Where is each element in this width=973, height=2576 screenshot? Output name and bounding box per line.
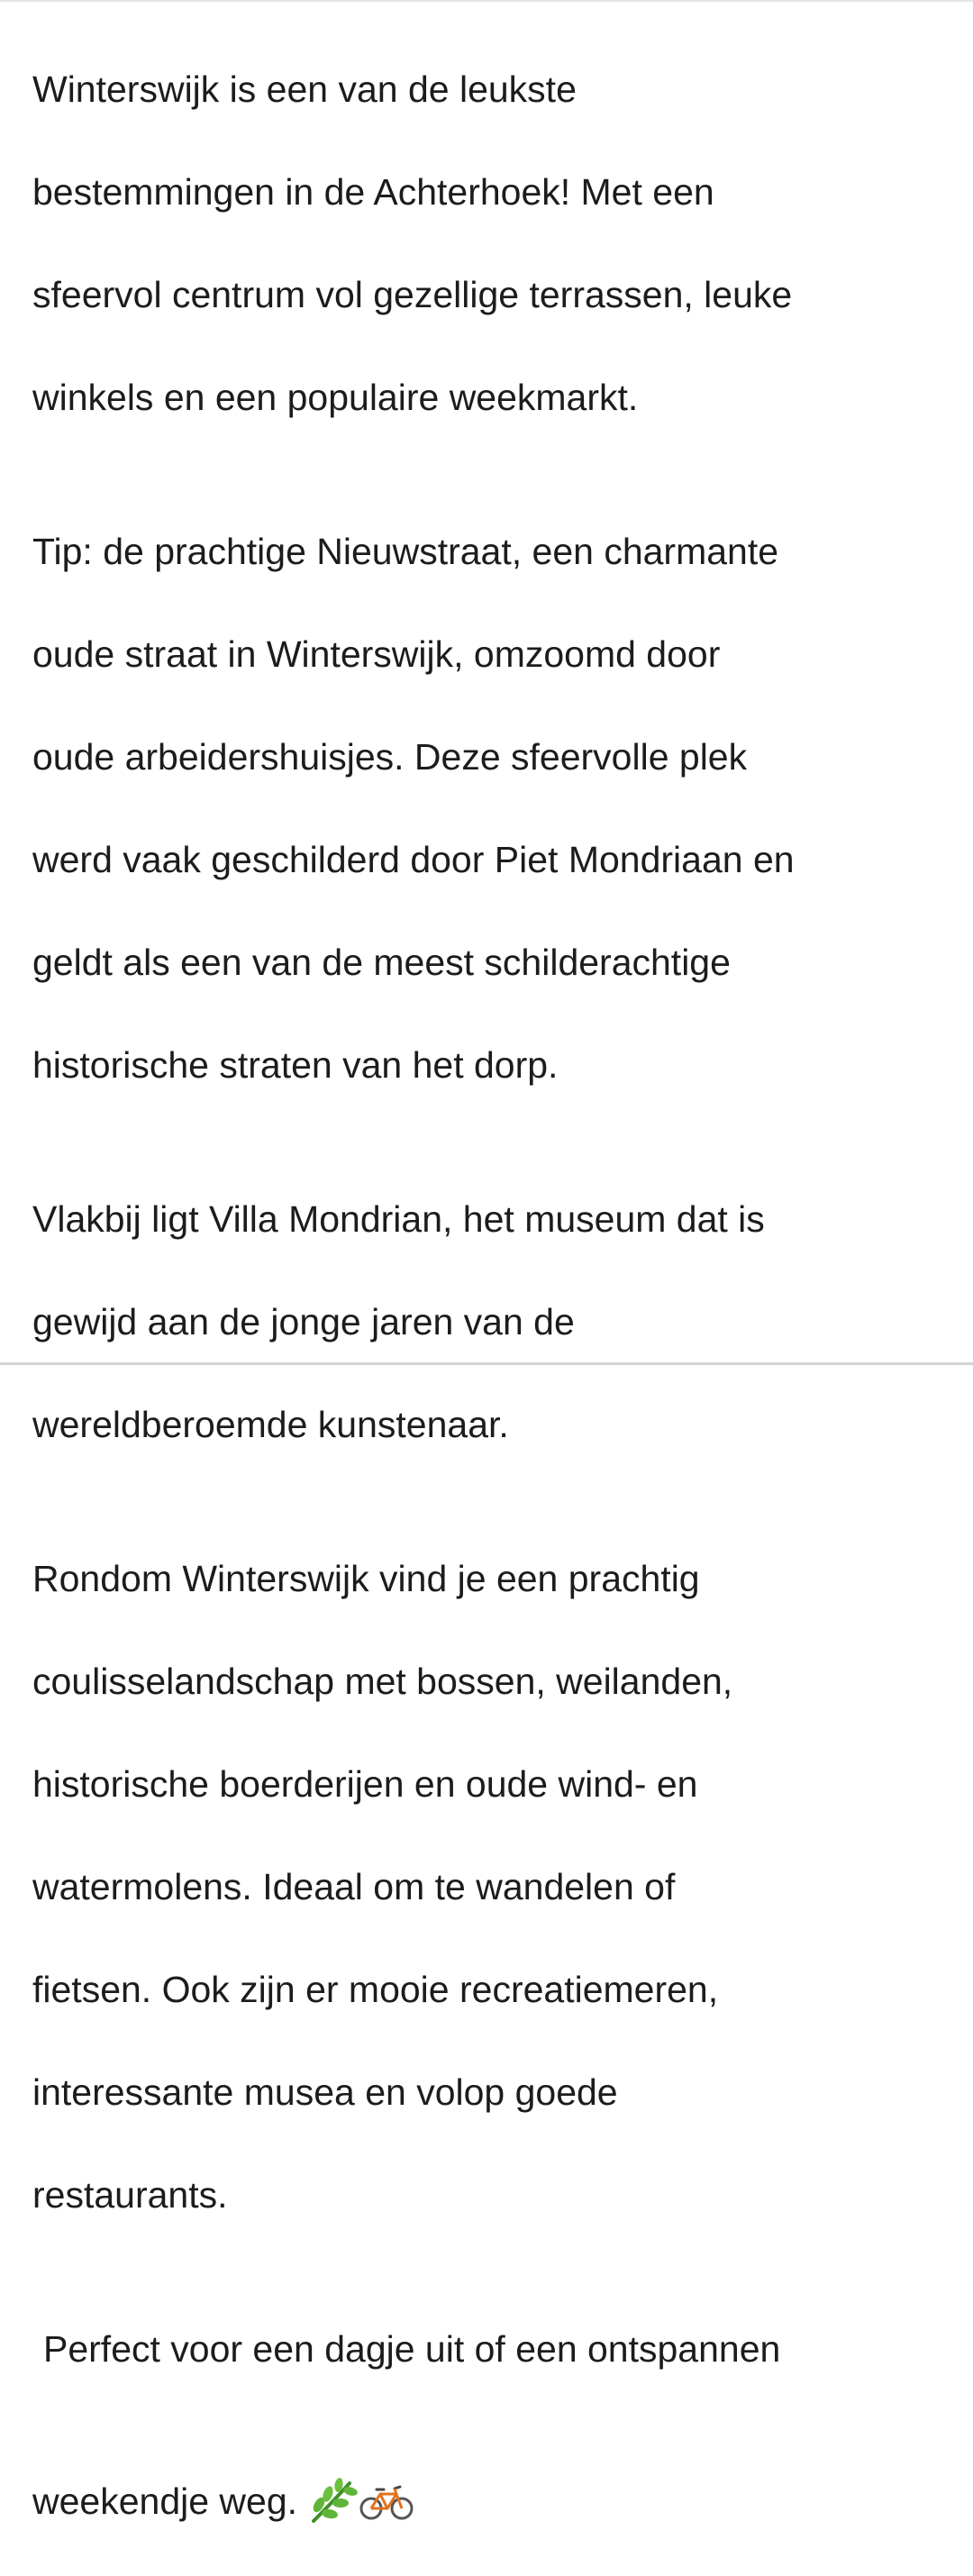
paragraph-intro [32,13,955,423]
closing-line-with-emoji [32,2426,414,2576]
text-line: historische boerderijen en oude wind- en [32,1763,698,1805]
text-line: Tip: de prachtige Nieuwstraat, een charmante [32,531,779,572]
text-line: Rondom Winterswijk vind je een prachtig [32,1558,700,1599]
text-line: coulisselandschap met bossen, weilanden, [32,1661,733,1702]
bicycle-icon [359,2430,414,2572]
text-line: geldt als een van de meest schilderachtige [32,942,731,983]
text-line: oude straat in Winterswijk, omzoomd door [32,633,721,675]
text-line: watermolens. Ideaal om te wandelen of [32,1866,676,1907]
text-line: Perfect voor een dagje uit of een ontspannen [43,2328,781,2370]
paragraph-surroundings [32,1502,955,2221]
top-divider [0,0,973,2]
text-line: restaurants. [32,2174,228,2216]
text-line: gewijd aan de jonge jaren van de [32,1301,575,1343]
herb-icon [306,2426,357,2576]
text-line: oude arbeidershuisjes. Deze sfeervolle plek [32,736,748,778]
paragraph-closing [32,2272,955,2576]
text-line: Vlakbij ligt Villa Mondrian, het museum dat is [32,1198,765,1240]
text-line: interessante musea en volop goede [32,2071,618,2113]
text-line: bestemmingen in de Achterhoek! Met een [32,171,714,213]
text-line: winkels en een populaire weekmarkt. [32,377,639,418]
text-line: historische straten van het dorp. [32,1044,559,1086]
text-line: wereldberoemde kunstenaar. [32,1404,509,1445]
text-line: fietsen. Ook zijn er mooie recreatiemeren, [32,1969,719,2010]
text-line: weekendje weg. [32,2480,298,2522]
paragraph-tip [32,475,955,1091]
text-line: Winterswijk is een van de leukste [32,68,577,110]
text-line: werd vaak geschilderd door Piet Mondriaan en [32,839,795,880]
paragraph-villa-mondrian [32,1142,955,1451]
bottom-divider [0,1362,973,1365]
text-line: sfeervol centrum vol gezellige terrassen, leuke [32,274,793,315]
